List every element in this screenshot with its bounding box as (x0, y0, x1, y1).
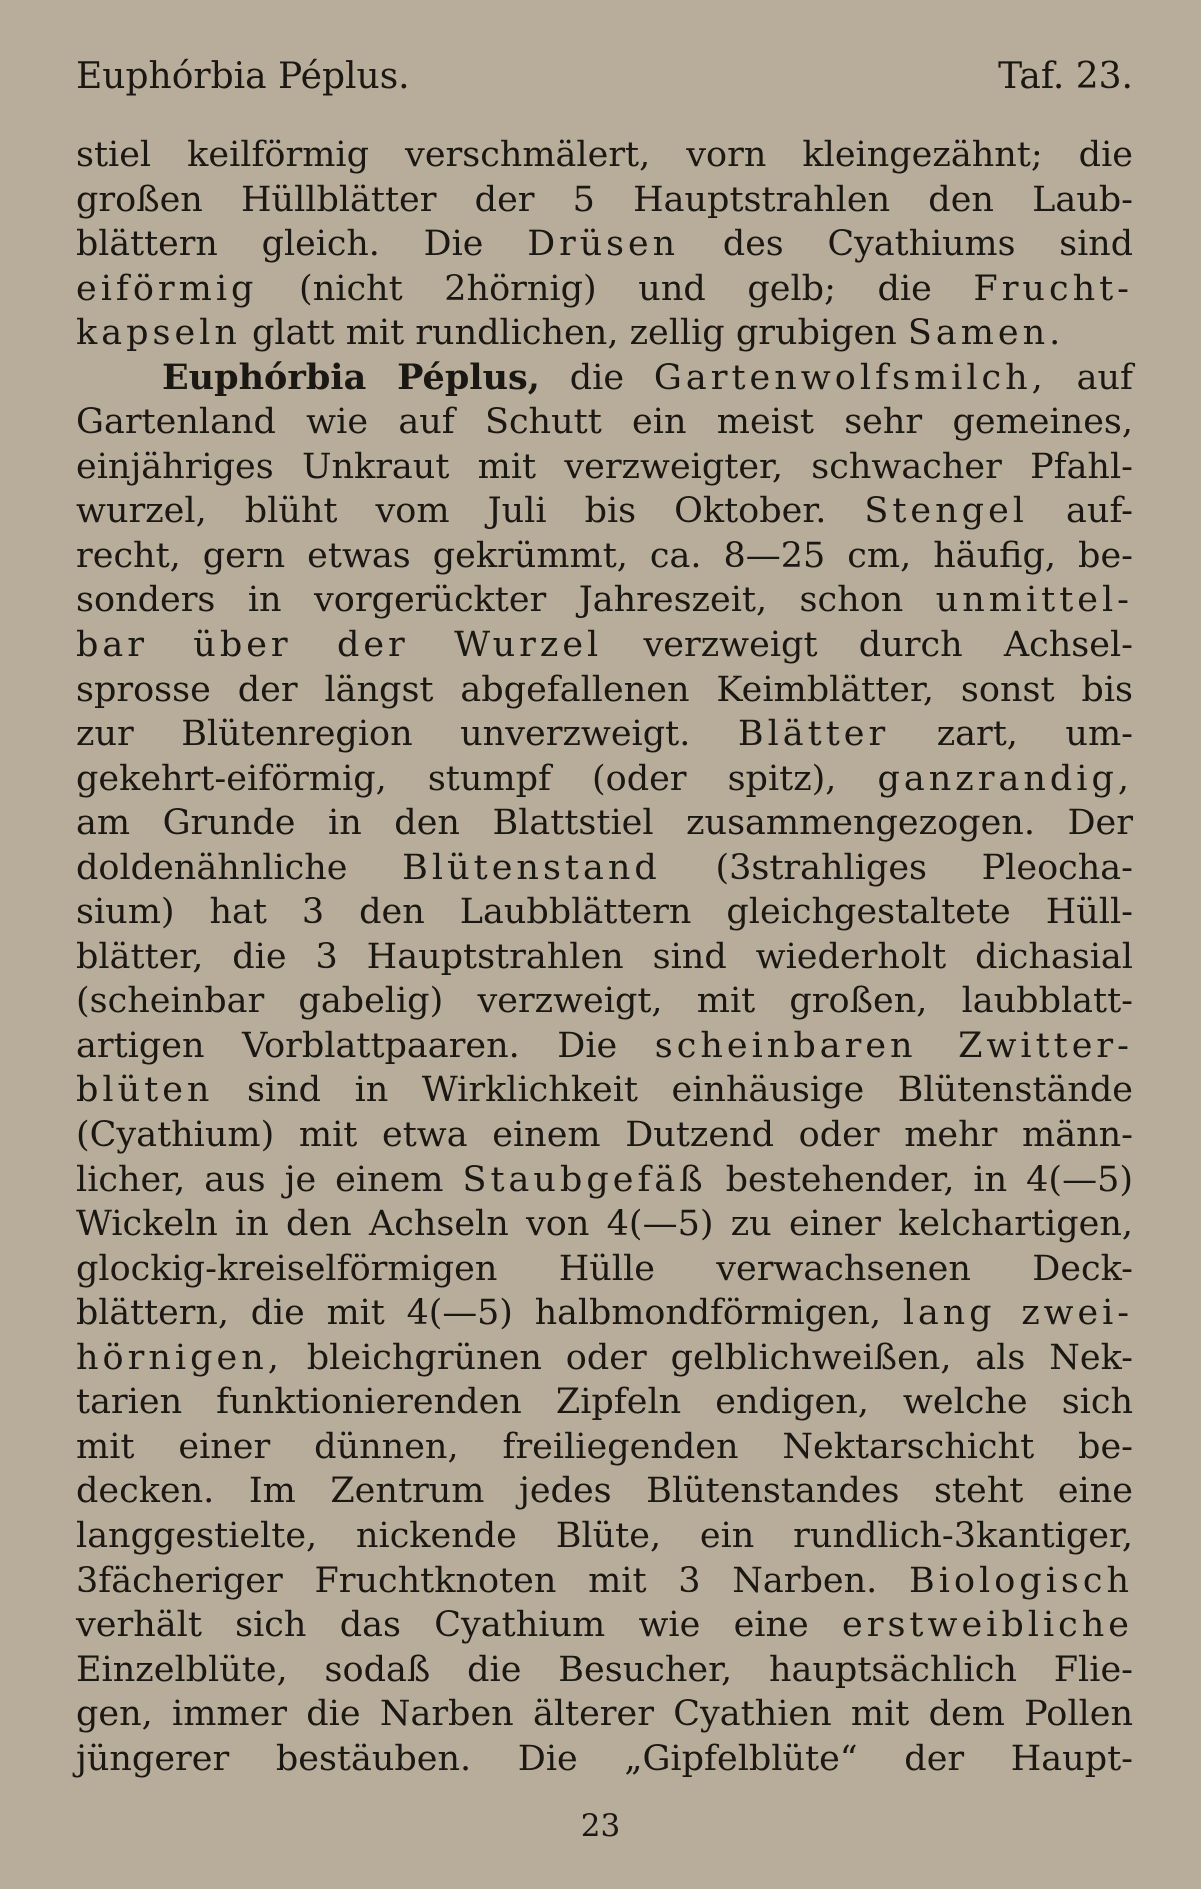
text-run: blättern gleich. Die (76, 224, 528, 265)
text-run: am Grunde in den Blattstiel zusammengezogen. Der (76, 803, 1133, 844)
emphasized-term: Drüsen (527, 224, 680, 265)
text-run: (Cyathium) mit etwa einem Dutzend oder mehr männ- (76, 1115, 1133, 1156)
text-line (76, 757, 1133, 802)
text-run: die (539, 357, 654, 398)
text-line (76, 1469, 1133, 1514)
emphasized-term: blüten (76, 1070, 214, 1111)
text-line (76, 311, 1133, 356)
text-run: jüngerer bestäuben. Die „Gipfelblüte“ der Haupt- (76, 1738, 1133, 1779)
text-line (76, 578, 1133, 623)
text-run: langgestielte, nickende Blüte, ein rundlich-3kantiger, (76, 1515, 1133, 1556)
text-line (76, 1603, 1133, 1648)
text-line (76, 267, 1133, 312)
text-line (76, 1113, 1133, 1158)
emphasized-term: ganzrandig, (877, 758, 1133, 799)
emphasized-term: Staubgefäß (462, 1159, 707, 1200)
text-line (76, 489, 1133, 534)
text-run: Wickeln in den Achseln von 4(—5) zu einer kelchartigen, (76, 1204, 1133, 1245)
emphasized-term: erstweibliche (842, 1605, 1133, 1646)
emphasized-term: Gartenwolfsmilch, (653, 357, 1047, 398)
body-text (76, 133, 1133, 1781)
text-run: gen, immer die Narben älterer Cyathien mit dem Pollen (76, 1694, 1133, 1735)
text-run: Einzelblüte, sodaß die Besucher, hauptsächlich Flie- (76, 1649, 1133, 1690)
text-run: des Cyathiums sind (679, 224, 1133, 265)
emphasized-term: Frucht- (973, 268, 1133, 309)
text-run: sprosse der längst abgefallenen Keimblätter, sonst bis (76, 669, 1133, 710)
text-run: artigen Vorblattpaaren. Die (76, 1025, 655, 1066)
text-line (76, 668, 1133, 713)
emphasized-term: lang zwei- (902, 1293, 1133, 1334)
text-run: doldenähnliche (76, 847, 403, 888)
text-line (76, 445, 1133, 490)
text-run: zart, um- (889, 714, 1133, 755)
text-line (76, 1158, 1133, 1203)
text-run: zur Blütenregion unverzweigt. (76, 714, 738, 755)
text-run: (3strahliges Pleocha- (660, 847, 1133, 888)
text-run: sonders in vorgerückter Jahreszeit, schon (76, 580, 936, 621)
text-line (76, 1737, 1133, 1782)
text-run: (nicht 2hörnig) und gelb; die (257, 268, 974, 309)
emphasized-term: unmittel- (935, 580, 1133, 621)
text-run: verzweigt durch Achsel- (602, 625, 1133, 666)
text-line (76, 846, 1133, 891)
text-line (76, 1648, 1133, 1693)
text-run: tarien funktionierenden Zipfeln endigen, welche sich (76, 1382, 1133, 1423)
text-line (76, 712, 1133, 757)
text-run: gekehrt-eiförmig, stumpf (oder spitz), (76, 758, 878, 799)
emphasized-term: eiförmig (76, 268, 258, 309)
text-run: decken. Im Zentrum jedes Blütenstandes steht eine (76, 1471, 1133, 1512)
text-run: sind in Wirklichkeit einhäusige Blütenstände (213, 1070, 1133, 1111)
text-line (76, 356, 1133, 401)
text-line (76, 1068, 1133, 1113)
text-line (76, 1247, 1133, 1292)
emphasized-term: Blätter (737, 714, 890, 755)
text-line (76, 222, 1133, 267)
text-run: Gartenland wie auf Schutt ein meist sehr gemeines, (76, 402, 1133, 443)
text-line (76, 1291, 1133, 1336)
page-header (76, 54, 1133, 100)
plate-number: Taf. 23. (998, 56, 1133, 97)
text-line (76, 1336, 1133, 1381)
emphasized-term: Blütenstand (402, 847, 661, 888)
text-line (76, 801, 1133, 846)
page-number: 23 (580, 1808, 621, 1844)
text-run: sium) hat 3 den Laubblättern gleichgestaltete Hüll- (76, 892, 1133, 933)
emphasized-term: Samen. (907, 313, 1065, 354)
text-line (76, 979, 1133, 1024)
text-run: bleichgrünen oder gelblichweißen, als Nek- (282, 1337, 1133, 1378)
text-line (76, 1692, 1133, 1737)
emphasized-term: kapseln (76, 313, 241, 354)
emphasized-term: scheinbaren Zwitter- (654, 1025, 1133, 1066)
text-line (76, 1425, 1133, 1470)
text-run: mit einer dünnen, freiliegenden Nektarschicht be- (76, 1426, 1133, 1467)
emphasized-term: hörnigen, (76, 1337, 283, 1378)
text-run: glockig-kreiselförmigen Hülle verwachsenen Deck- (76, 1248, 1133, 1289)
text-run: auf- (1028, 491, 1133, 532)
running-title: Euphórbia Péplus. (76, 56, 410, 97)
text-run: auf (1046, 357, 1133, 398)
text-run: stiel keilförmig verschmälert, vorn kleingezähnt; die (76, 135, 1133, 175)
text-run: blätter, die 3 Hauptstrahlen sind wiederholt dichasial (76, 936, 1133, 977)
text-run: 3fächeriger Fruchtknoten mit 3 Narben. (76, 1560, 910, 1601)
text-line (76, 1202, 1133, 1247)
text-line (76, 178, 1133, 223)
text-line (76, 623, 1133, 668)
species-name: Euphórbia Péplus, (162, 356, 540, 398)
text-run: licher, aus je einem (76, 1159, 463, 1200)
text-run: glatt mit rundlichen, zellig grubigen (240, 313, 908, 354)
text-run: großen Hüllblätter der 5 Hauptstrahlen den Laub- (76, 179, 1133, 220)
emphasized-term: Stengel (864, 491, 1028, 532)
text-line (76, 935, 1133, 980)
text-run: einjähriges Unkraut mit verzweigter, schwacher Pfahl- (76, 446, 1133, 487)
text-run: verhält sich das Cyathium wie eine (76, 1605, 843, 1646)
text-line (76, 133, 1133, 178)
text-run: blättern, die mit 4(—5) halbmondförmigen, (76, 1293, 903, 1334)
text-line (76, 1559, 1133, 1604)
text-line (76, 890, 1133, 935)
emphasized-term: bar über der Wurzel (76, 625, 603, 666)
text-run: (scheinbar gabelig) verzweigt, mit großen, laubblatt- (76, 981, 1133, 1022)
text-run: recht, gern etwas gekrümmt, ca. 8—25 cm, häufig, be- (76, 535, 1133, 576)
text-run: wurzel, blüht vom Juli bis Oktober. (76, 491, 865, 532)
text-line (76, 534, 1133, 579)
emphasized-term: Biologisch (909, 1560, 1133, 1601)
text-line (76, 1514, 1133, 1559)
text-line (76, 400, 1133, 445)
text-line (76, 1380, 1133, 1425)
text-run: bestehender, in 4(—5) (706, 1159, 1133, 1200)
text-line (76, 1024, 1133, 1069)
